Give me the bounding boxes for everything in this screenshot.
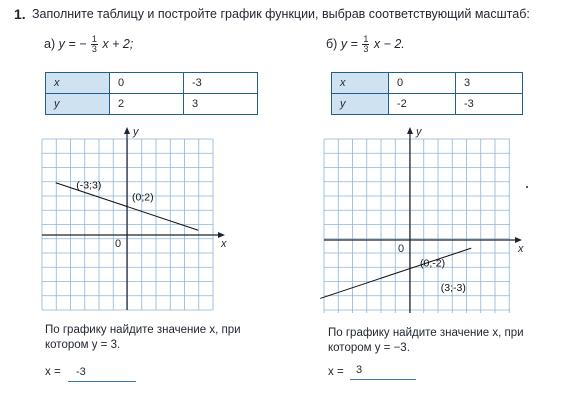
x-axis-label: x <box>221 238 227 250</box>
table-cell: y <box>332 94 389 115</box>
part-a-question: По графику найдите значение x, при котором y = 3. <box>45 324 241 351</box>
point-label: (3;-3) <box>440 281 466 294</box>
part-b-frac-num: 1 <box>363 34 369 44</box>
point-label: (0;2) <box>132 191 154 204</box>
y-axis-arrow-icon <box>407 127 413 134</box>
table-cell: y <box>46 94 110 115</box>
part-b-frac-den: 3 <box>363 44 369 54</box>
part-b-question: По графику найдите значение x, при котором y = −3. <box>328 327 524 354</box>
table-cell[interactable]: -3 <box>184 73 258 94</box>
part-b-answer-label: x = <box>328 366 344 378</box>
point-label: (0;-2) <box>420 257 446 270</box>
stray-dot <box>526 186 528 188</box>
part-a-graph <box>42 126 227 310</box>
task-instruction: Заполните таблицу и постройте график функции, выбрав соответствующий масштаб: <box>32 7 530 21</box>
part-a-frac-den: 3 <box>91 44 97 54</box>
x-axis-label: x <box>518 243 524 255</box>
part-b-answer-field[interactable]: 3 <box>350 364 416 380</box>
table-cell[interactable]: -3 <box>456 94 523 115</box>
part-a-label: а) <box>44 36 56 51</box>
part-b-eq-left: y = <box>340 36 358 51</box>
part-a-frac-num: 1 <box>91 34 97 44</box>
part-a-answer-label: x = <box>45 366 61 378</box>
table-cell: x <box>332 73 389 94</box>
part-b-graph <box>320 126 524 313</box>
y-axis-arrow-icon <box>124 127 130 134</box>
table-cell[interactable]: -2 <box>389 94 456 115</box>
origin-label: 0 <box>398 243 405 255</box>
table-cell[interactable]: 0 <box>110 73 184 94</box>
part-b-label: б) <box>326 36 338 51</box>
part-a-eq-right: x + 2; <box>102 36 134 51</box>
part-a-eq-left: y = − <box>58 36 87 51</box>
table-cell[interactable]: 0 <box>389 73 456 94</box>
task-number: 1. <box>14 6 26 22</box>
origin-label: 0 <box>115 238 122 250</box>
table-cell[interactable]: 2 <box>110 94 184 115</box>
y-axis-label: y <box>133 126 139 138</box>
y-axis-label: y <box>416 126 422 138</box>
part-a-answer-field[interactable]: -3 <box>68 366 136 382</box>
table-cell: x <box>46 73 110 94</box>
part-b-eq-right: x − 2. <box>373 36 405 51</box>
table-cell[interactable]: 3 <box>184 94 258 115</box>
point-label: (-3;3) <box>76 179 102 192</box>
table-cell[interactable]: 3 <box>456 73 523 94</box>
